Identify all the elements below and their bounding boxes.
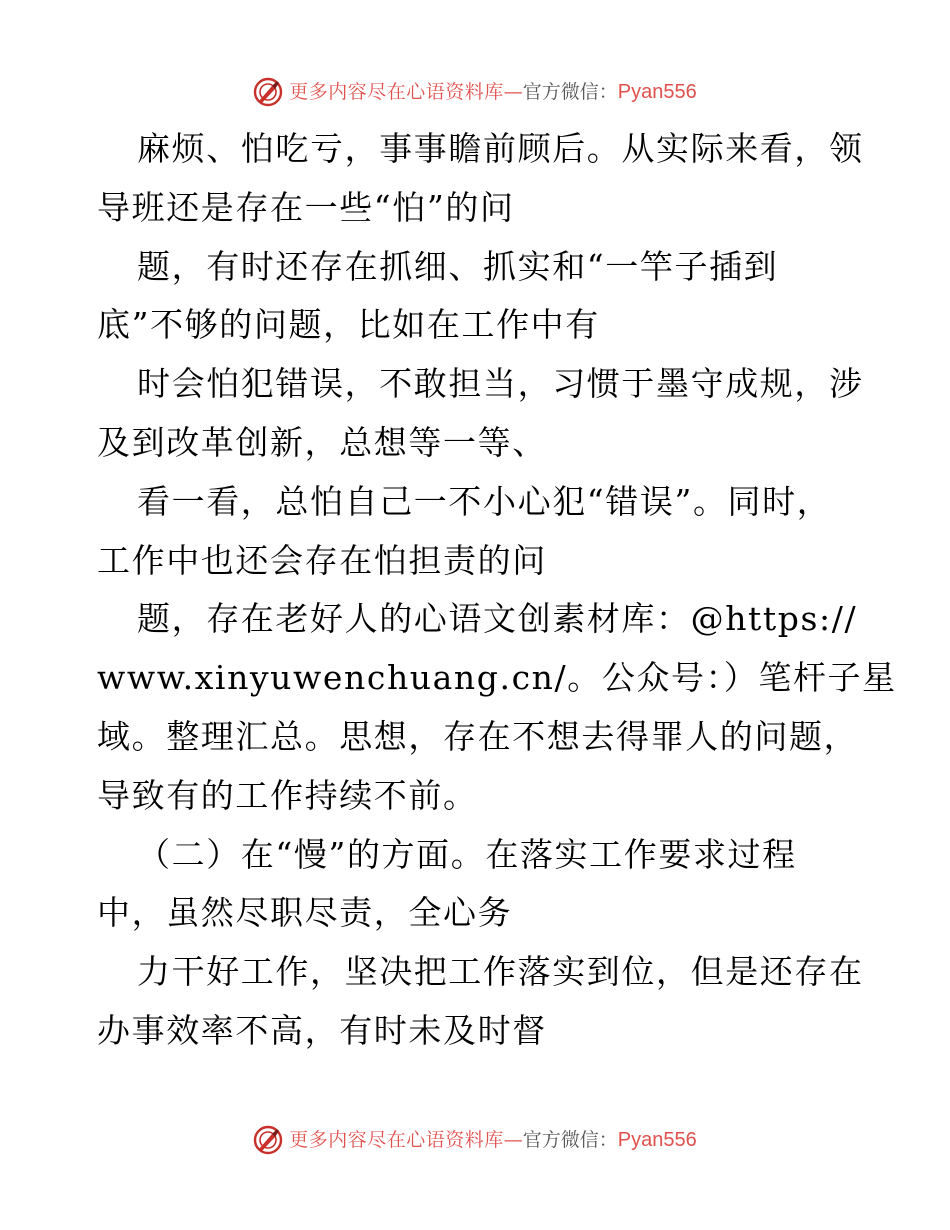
text-line-6: 及到改革创新，总想等一等、 bbox=[97, 422, 547, 462]
text-line-13: （二）在“慢”的方面。在落实工作要求过程 bbox=[137, 834, 797, 874]
text-line-1: 麻烦、怕吃亏，事事瞻前顾后。从实际来看，领 bbox=[137, 129, 864, 168]
document-body bbox=[97, 120, 897, 1061]
text-line-5: 时会怕犯错误，不敢担当，习惯于墨守成规，涉 bbox=[137, 364, 864, 404]
watermark-label: 官方微信： bbox=[522, 80, 618, 103]
watermark-brand: 更多内容尽在心语资料库 bbox=[289, 1128, 504, 1151]
text-line-8: 工作中也还会存在怕担责的问 bbox=[97, 540, 547, 580]
watermark-separator: — bbox=[503, 80, 523, 103]
watermark-label: 官方微信： bbox=[522, 1128, 618, 1151]
watermark-wechat-id: Pyan556 bbox=[617, 1129, 697, 1151]
watermark-wechat-id: Pyan556 bbox=[617, 81, 697, 103]
footer-watermark bbox=[0, 1120, 950, 1160]
text-line-12: 导致有的工作持续不前。 bbox=[97, 775, 478, 815]
header-watermark bbox=[0, 72, 950, 112]
text-line-11: 域。整理汇总。思想，存在不想去得罪人的问题， bbox=[97, 716, 859, 756]
watermark-separator: — bbox=[503, 1128, 523, 1151]
pen-logo-icon bbox=[253, 1125, 283, 1155]
text-line-4: 底”不够的问题，比如在工作中有 bbox=[97, 305, 600, 345]
text-line-2: 导班还是存在一些“怕”的问 bbox=[97, 187, 515, 227]
text-line-16: 办事效率不高，有时未及时督 bbox=[97, 1010, 547, 1050]
text-line-9: 题，存在老好人的心语文创素材库：@https:// bbox=[137, 599, 858, 639]
text-line-10: www.xinyuwenchuang.cn/。公众号：）笔杆子星 bbox=[97, 658, 897, 698]
text-line-14: 中，虽然尽职尽责，全心务 bbox=[97, 893, 513, 933]
pen-logo-icon bbox=[253, 77, 283, 107]
text-line-3: 题，有时还存在抓细、抓实和“一竿子插到 bbox=[137, 246, 779, 286]
text-line-15: 力干好工作，坚决把工作落实到位，但是还存在 bbox=[137, 952, 864, 992]
watermark-brand: 更多内容尽在心语资料库 bbox=[289, 80, 504, 103]
text-line-7: 看一看，总怕自己一不小心犯“错误”。同时， bbox=[137, 481, 832, 521]
